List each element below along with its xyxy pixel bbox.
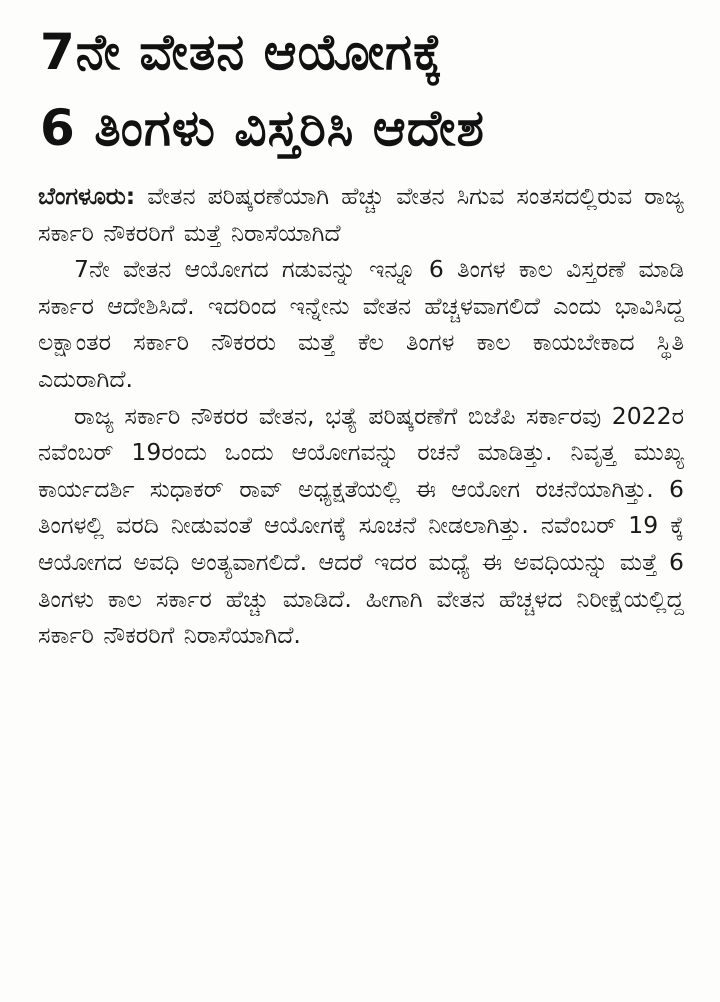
article-paragraph-2: 7ನೇ ವೇತನ ಆಯೋಗದ ಗಡುವನ್ನು ಇನ್ನೂ 6 ತಿಂಗಳ ಕಾಲ ವಿಸ್ತರಣೆ ಮಾಡಿ ಸರ್ಕಾರ ಆದೇಶಿಸಿದೆ. ಇದರಿಂದ ಇನ್ನೇನು ವೇತನ ಹೆಚ್ಚಳವಾಗಲಿದೆ ಎಂದು ಭಾವಿಸಿದ್ದ ಲಕ್ಷಾಂತರ ಸರ್ಕಾರಿ ನೌಕರರು ಮತ್ತೆ ಕೆಲ ತಿಂಗಳ ಕಾಲ ಕಾಯಬೇಕಾದ ಸ್ಥಿತಿ ಎದುರಾಗಿದೆ. xyxy=(38,255,684,393)
article-paragraph-3: ರಾಜ್ಯ ಸರ್ಕಾರಿ ನೌಕರರ ವೇತನ, ಭತ್ಯೆ ಪರಿಷ್ಕರಣೆಗೆ ಬಿಜೆಪಿ ಸರ್ಕಾರವು 2022ರ ನವೆಂಬರ್ 19ರಂದು ಒಂದು ಆಯೋಗವನ್ನು ರಚನೆ ಮಾಡಿತ್ತು. ನಿವೃತ್ತ ಮುಖ್ಯ ಕಾರ್ಯದರ್ಶಿ ಸುಧಾಕರ್ ರಾವ್ ಅಧ್ಯಕ್ಷತೆಯಲ್ಲಿ ಈ ಆಯೋಗ ರಚನೆಯಾಗಿತ್ತು. 6 ತಿಂಗಳಲ್ಲಿ ವರದಿ ನೀಡುವಂತೆ ಆಯೋಗಕ್ಕೆ ಸೂಚನೆ ನೀಡಲಾಗಿತ್ತು. ನವೆಂಬರ್ 19 ಕ್ಕೆ ಆಯೋಗದ ಅವಧಿ ಅಂತ್ಯವಾಗಲಿದೆ. ಆದರೆ ಇದರ ಮಧ್ಯೆ ಈ ಅವಧಿಯನ್ನು ಮತ್ತೆ 6 ತಿಂಗಳು ಕಾಲ ಸರ್ಕಾರ ಹೆಚ್ಚು ಮಾಡಿದೆ. ಹೀಗಾಗಿ ವೇತನ ಹೆಚ್ಚಳದ ನಿರೀಕ್ಷೆಯಲ್ಲಿದ್ದ ಸರ್ಕಾರಿ ನೌಕರರಿಗೆ ನಿರಾಸೆಯಾಗಿದೆ. xyxy=(38,401,684,650)
article-paragraph-1 xyxy=(38,178,684,251)
headline xyxy=(40,14,700,166)
paragraph-1-text: ವೇತನ ಪರಿಷ್ಕರಣೆಯಾಗಿ ಹೆಚ್ಚು ವೇತನ ಸಿಗುವ ಸಂತಸದಲ್ಲಿರುವ ರಾಜ್ಯ ಸರ್ಕಾರಿ ನೌಕರರಿಗೆ ಮತ್ತೆ ನಿರಾಸೆಯಾಗಿದೆ xyxy=(38,182,684,247)
article-body xyxy=(38,178,684,654)
next-article-headline-fragment xyxy=(40,984,660,1002)
headline-line-1: 7ನೇ ವೇತನ ಆಯೋಗಕ್ಕೆ xyxy=(40,23,444,81)
dateline: ಬೆಂಗಳೂರು: xyxy=(38,182,136,210)
headline-line-2: 6 ತಿಂಗಳು ವಿಸ್ತರಿಸಿ ಆದೇಶ xyxy=(40,99,485,157)
